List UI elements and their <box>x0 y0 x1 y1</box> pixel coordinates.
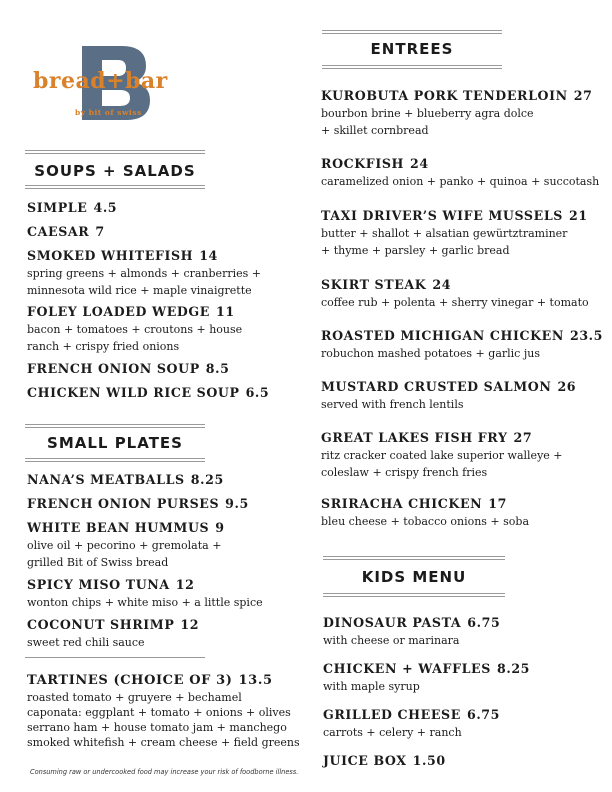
item-price: 11 <box>215 304 235 319</box>
item-description: robuchon mashed potatoes + garlic jus <box>321 347 540 360</box>
item-name: SIMPLE <box>27 200 88 215</box>
section-header-kids <box>323 556 505 598</box>
item-name: FRENCH ONION SOUP <box>27 361 200 376</box>
item-price: 24 <box>432 277 452 292</box>
item-name: JUICE BOX <box>323 753 407 768</box>
menu-item-grilled-cheese <box>323 706 500 741</box>
item-name: DINOSAUR PASTA <box>323 615 462 630</box>
item-price: 8.5 <box>205 361 230 376</box>
item-description: carrots + celery + ranch <box>323 726 462 739</box>
item-name: WHITE BEAN HUMMUS <box>27 520 210 535</box>
item-description: sweet red chili sauce <box>27 636 145 649</box>
item-name: TAXI DRIVER’S WIFE MUSSELS <box>321 208 563 223</box>
menu-item-nanas-meatballs <box>27 471 224 489</box>
item-price: 13.5 <box>238 673 273 688</box>
item-name: FOLEY LOADED WEDGE <box>27 304 210 319</box>
item-name: ROASTED MICHIGAN CHICKEN <box>321 328 564 343</box>
section-title-kids: KIDS MENU <box>361 568 467 586</box>
menu-item-juice-box <box>323 752 446 770</box>
item-name: GREAT LAKES FISH FRY <box>321 430 508 445</box>
item-description: serrano ham + house tomato jam + manchego <box>27 721 287 734</box>
item-name: TARTINES (CHOICE OF 3) <box>27 673 233 688</box>
menu-item-taxi-drivers-wife-mussels <box>321 207 588 259</box>
menu-item-chicken-wild-rice-soup <box>27 384 269 402</box>
item-price: 6.5 <box>245 385 270 400</box>
menu-item-rockfish <box>321 155 599 190</box>
divider <box>25 657 205 658</box>
item-name: FRENCH ONION PURSES <box>27 496 220 511</box>
section-title-entrees: ENTREES <box>370 40 454 58</box>
section-header-soups <box>25 150 205 190</box>
menu-item-great-lakes-fish-fry <box>321 429 563 481</box>
item-price: 17 <box>488 496 507 511</box>
menu-item-spicy-miso-tuna <box>27 576 263 611</box>
item-price: 12 <box>180 617 200 632</box>
item-description: bacon + tomatoes + croutons + house <box>27 323 243 336</box>
item-description: ranch + crispy fried onions <box>27 340 180 353</box>
item-description: + skillet cornbread <box>321 124 429 137</box>
menu-item-coconut-shrimp <box>27 616 199 651</box>
item-price: 9.5 <box>225 496 249 511</box>
item-name: NANA’S MEATBALLS <box>27 472 185 487</box>
item-name: COCONUT SHRIMP <box>27 617 175 632</box>
item-description: olive oil + pecorino + gremolata + <box>27 539 222 552</box>
menu-item-roasted-michigan-chicken <box>321 327 603 362</box>
item-name: GRILLED CHEESE <box>323 707 461 722</box>
item-description: bleu cheese + tobacco onions + soba <box>321 515 530 528</box>
item-description: bourbon brine + blueberry agra dolce <box>321 107 534 120</box>
menu-item-french-onion-soup <box>27 360 230 378</box>
item-description: roasted tomato + gruyere + bechamel <box>27 691 242 704</box>
item-description: minnesota wild rice + maple vinaigrette <box>27 284 252 297</box>
item-price: 23.5 <box>569 328 604 343</box>
item-price: 21 <box>568 208 588 223</box>
menu-item-caesar <box>27 223 105 241</box>
item-description: coleslaw + crispy french fries <box>321 466 488 479</box>
item-name: SRIRACHA CHICKEN <box>321 496 483 511</box>
item-price: 7 <box>95 224 105 239</box>
menu-item-tartines <box>27 672 300 750</box>
section-title-soups: SOUPS + SALADS <box>34 162 196 180</box>
item-price: 24 <box>410 156 429 171</box>
item-price: 6.75 <box>467 615 501 630</box>
item-description: caponata: eggplant + tomato + onions + olives <box>27 706 291 719</box>
item-description: spring greens + almonds + cranberries + <box>27 267 261 280</box>
item-price: 9 <box>215 520 225 535</box>
item-price: 4.5 <box>93 200 118 215</box>
item-description: smoked whitefish + cream cheese + field greens <box>27 736 300 749</box>
menu-item-white-bean-hummus <box>27 519 225 571</box>
menu-item-simple <box>27 199 117 217</box>
item-description: with cheese or marinara <box>323 634 460 647</box>
item-description: served with french lentils <box>321 398 464 411</box>
item-price: 12 <box>175 577 195 592</box>
item-name: SKIRT STEAK <box>321 277 427 292</box>
item-name: CAESAR <box>27 224 90 239</box>
menu-item-sriracha-chicken <box>321 495 529 530</box>
logo-tagline: by bit of swiss <box>75 108 142 117</box>
item-name: SPICY MISO TUNA <box>27 577 170 592</box>
item-name: KUROBUTA PORK TENDERLOIN <box>321 88 568 103</box>
item-price: 14 <box>199 248 218 263</box>
restaurant-logo <box>30 38 205 128</box>
item-price: 27 <box>513 430 533 445</box>
item-description: ritz cracker coated lake superior walleye + <box>321 449 563 462</box>
menu-item-chicken-waffles <box>323 660 530 695</box>
item-description: butter + shallot + alsatian gewürtztraminer <box>321 227 568 240</box>
section-title-small-plates: SMALL PLATES <box>47 434 183 452</box>
section-header-entrees <box>322 30 502 70</box>
item-price: 6.75 <box>466 707 501 722</box>
item-price: 1.50 <box>412 753 446 768</box>
item-name: SMOKED WHITEFISH <box>27 248 194 263</box>
menu-item-dinosaur-pasta <box>323 614 500 649</box>
item-name: MUSTARD CRUSTED SALMON <box>321 379 552 394</box>
menu-item-smoked-whitefish <box>27 247 261 299</box>
item-price: 26 <box>557 379 577 394</box>
menu-item-mustard-crusted-salmon <box>321 378 576 413</box>
item-description: caramelized onion + panko + quinoa + succotash <box>321 175 600 188</box>
item-price: 27 <box>573 88 593 103</box>
menu-item-skirt-steak <box>321 276 589 311</box>
menu-item-french-onion-purses <box>27 495 249 513</box>
item-name: ROCKFISH <box>321 156 405 171</box>
item-description: + thyme + parsley + garlic bread <box>321 244 510 257</box>
menu-item-foley-loaded-wedge <box>27 303 242 355</box>
item-price: 8.25 <box>190 472 224 487</box>
item-description: wonton chips + white miso + a little spice <box>27 596 263 609</box>
menu-item-kurobuta-pork <box>321 87 592 139</box>
item-description: with maple syrup <box>323 680 420 693</box>
item-name: CHICKEN + WAFFLES <box>323 661 491 676</box>
item-description: grilled Bit of Swiss bread <box>27 556 169 569</box>
section-header-small-plates <box>25 424 205 464</box>
item-name: CHICKEN WILD RICE SOUP <box>27 385 240 400</box>
food-safety-disclaimer: Consuming raw or undercooked food may increase your risk of foodborne illness. <box>30 768 299 776</box>
item-price: 8.25 <box>496 661 531 676</box>
item-description: coffee rub + polenta + sherry vinegar + tomato <box>321 296 589 309</box>
logo-wordmark: bread+bar <box>33 68 168 94</box>
